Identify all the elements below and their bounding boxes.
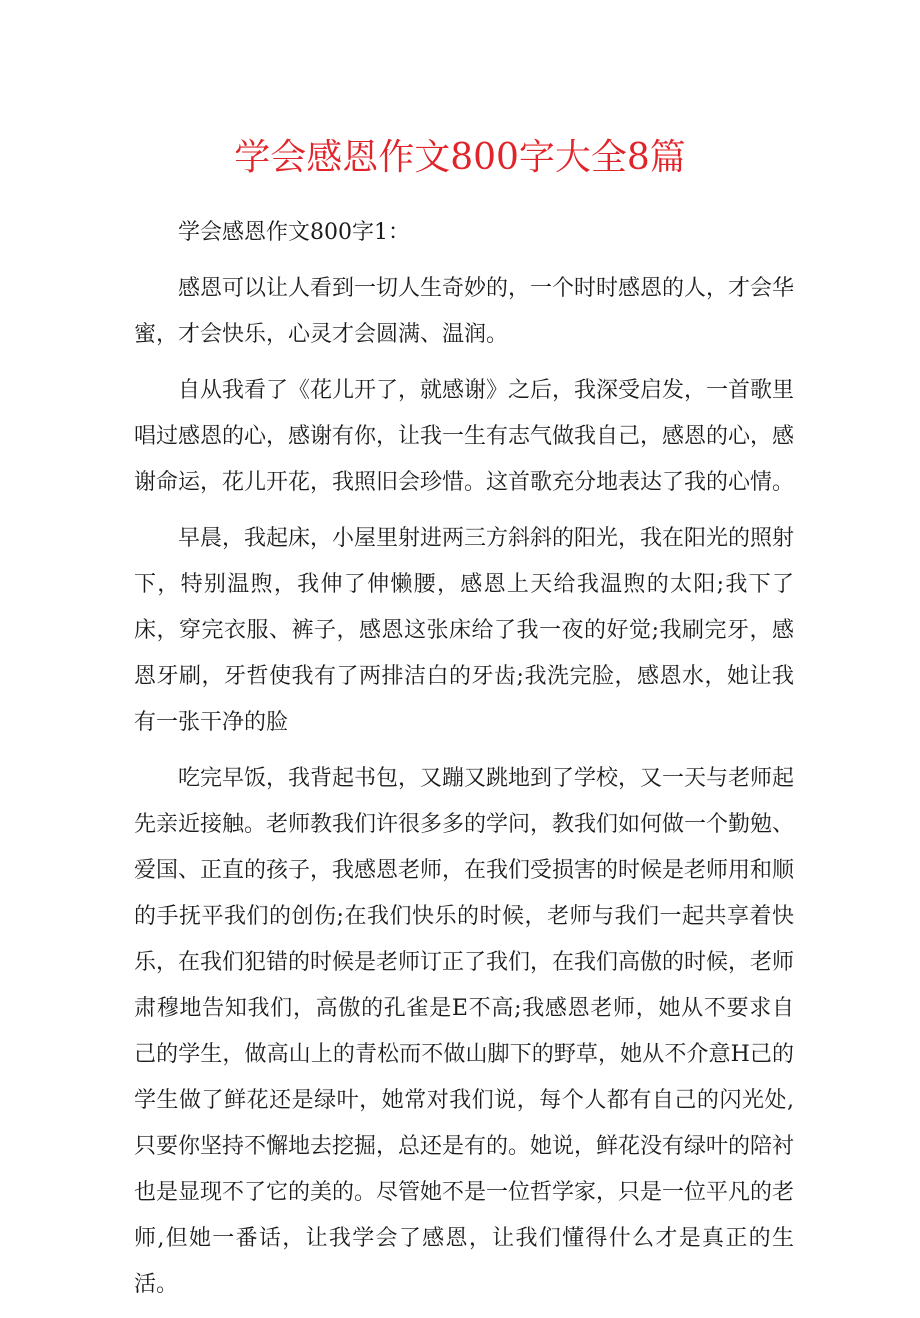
paragraph-heading: 学会感恩作文800字1： xyxy=(178,220,410,245)
paragraph: 感恩可以让人看到一切人生奇妙的，一个时时感恩的人，才会华蜜，才会快乐，心灵才会圆满、温润。 xyxy=(134,276,795,347)
document-title: 学会感恩作文800字大全8篇 xyxy=(234,137,686,178)
paragraph: 早晨，我起床，小屋里射进两三方斜斜的阳光，我在阳光的照射下，特别温煦，我伸了伸懒腰，感恩上天给我温煦的太阳;我下了床，穿完衣服、裤子，感恩这张床给了我一夜的好觉;我刷完牙，感恩牙刷，牙哲使我有了两排洁白的牙齿;我洗完脸，感恩水，她让我有一张干净的脸 xyxy=(134,526,795,735)
paragraph: 吃完早饭，我背起书包，又蹦又跳地到了学校，又一天与老师起先亲近接触。老师教我们许很多多的学问，教我们如何做一个勤勉、爱国、正直的孩子，我感恩老师，在我们受损害的时候是老师用和顺的手抚平我们的创伤;在我们快乐的时候，老师与我们一起共享着快乐，在我们犯错的时候是老师订正了我们，在我们高傲的时候，老师肃穆地告知我们，高傲的孔雀是E不高;我感恩老师，她从不要求自己的学生，做高山上的青松而不做山脚下的野草，她从不介意H己的学生做了鲜花还是绿叶，她常对我们说，每个人都有自己的闪光处,只要你坚持不懈地去挖掘，总还是有的。她说，鲜花没有绿叶的陪衬也是显现不了它的美的。尽管她不是一位哲学家，只是一位平凡的老师,但她一番话，让我学会了感恩，让我们懂得什么才是真正的生活。 xyxy=(134,766,795,1297)
document-body xyxy=(134,210,794,1318)
paragraph: 自从我看了《花儿开了，就感谢》之后，我深受启发，一首歌里唱过感恩的心，感谢有你，让我一生有志气做我自己，感恩的心，感谢命运，花儿开花，我照旧会珍惜。这首歌充分地表达了我的心情。 xyxy=(134,378,795,495)
